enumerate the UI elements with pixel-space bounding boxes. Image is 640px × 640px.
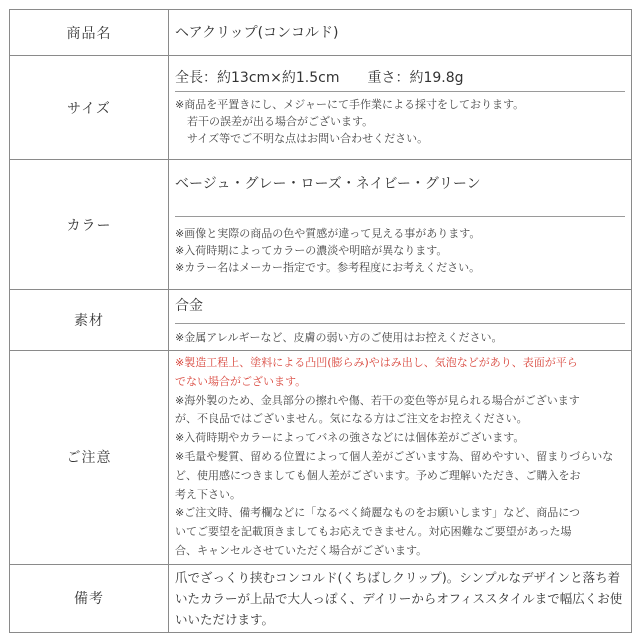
caution-line: ※ご注文時、備考欄などに「なるべく綺麗なものをお願いします」など、商品につ: [175, 506, 580, 520]
caution-line: ※毛量や髪質、留める位置によって個人差がございます為、留めやすい、留まりづらいな: [175, 449, 614, 463]
color-note: ※カラー名はメーカー指定です。参考程度にお考えください。: [175, 260, 481, 274]
color-note: ※入荷時期によってカラーの濃淡や明暗が異なります。: [175, 243, 448, 257]
row-remarks: [10, 564, 632, 632]
material-notes: [175, 323, 625, 350]
label-size: サイズ: [10, 56, 169, 160]
value-color: [169, 160, 632, 290]
caution-line: ※入荷時期やカラーによってバネの強さなどには個体差がございます。: [175, 431, 525, 445]
label-caution: ご注意: [10, 351, 169, 565]
row-material: [10, 290, 632, 351]
size-note: 若干の誤差が出る場合がございます。: [187, 115, 374, 128]
caution-line: 合、キャンセルさせていただく場合がございます。: [175, 543, 428, 557]
caution-line: が、不良品ではございません。気になる方はご注文をお控えください。: [175, 412, 528, 426]
color-note: ※画像と実際の商品の色や質感が違って見える事があります。: [175, 226, 481, 240]
value-size: [169, 56, 632, 160]
material-main-text: 合金: [175, 298, 203, 314]
caution-warning-line: でない場合がございます。: [175, 374, 307, 388]
row-color: [10, 160, 632, 290]
value-remarks: [169, 564, 632, 632]
caution-line: いてご要望を記載頂きましてもお応えできません。対応困難なご要望があった場: [175, 525, 572, 539]
size-main-text: 全長：約13cm×約1.5cm 重さ：約19.8g: [175, 70, 464, 86]
color-main-text: ベージュ・グレー・ローズ・ネイビー・グリーン: [175, 175, 481, 192]
row-product-name: [10, 10, 632, 56]
caution-notes: [175, 351, 625, 564]
product-name-text: ヘアクリップ(コンコルド): [175, 24, 339, 41]
row-caution: [10, 351, 632, 565]
caution-line: ※海外製のため、金具部分の擦れや傷、若干の変色等が見られる場合がございます: [175, 393, 580, 407]
size-note: ※商品を平置きにし、メジャーにて手作業による採寸をしております。: [175, 98, 525, 111]
row-size: [10, 56, 632, 160]
value-product-name: [169, 10, 632, 56]
label-material: 素材: [10, 290, 169, 351]
value-caution: [169, 351, 632, 565]
caution-line: ど、使用感につきましても個人差がございます。予めご理解いただき、ご購入をお: [175, 468, 581, 482]
label-product-name: 商品名: [10, 10, 169, 56]
remarks-text: 爪でざっくり挟むコンコルド(くちばしクリップ)。シンプルなデザインと落ち着いたカラーが上品で大人っぽく、デイリーからオフィススタイルまで幅広くお使いいただけます。: [175, 569, 623, 627]
caution-line: 考え下さい。: [175, 487, 241, 501]
label-color: カラー: [10, 160, 169, 290]
material-note: ※金属アレルギーなど、皮膚の弱い方のご使用はお控えください。: [175, 331, 503, 344]
label-remarks: 備考: [10, 564, 169, 632]
product-spec-table: [9, 9, 632, 633]
size-notes: [175, 91, 625, 151]
caution-warning-line: ※製造工程上、塗料による凸凹(膨らみ)やはみ出し、気泡などがあり、表面が平ら: [175, 356, 578, 369]
value-material: [169, 290, 632, 351]
size-note: サイズ等でご不明な点はお問い合わせください。: [187, 132, 429, 145]
color-notes: [175, 216, 625, 282]
